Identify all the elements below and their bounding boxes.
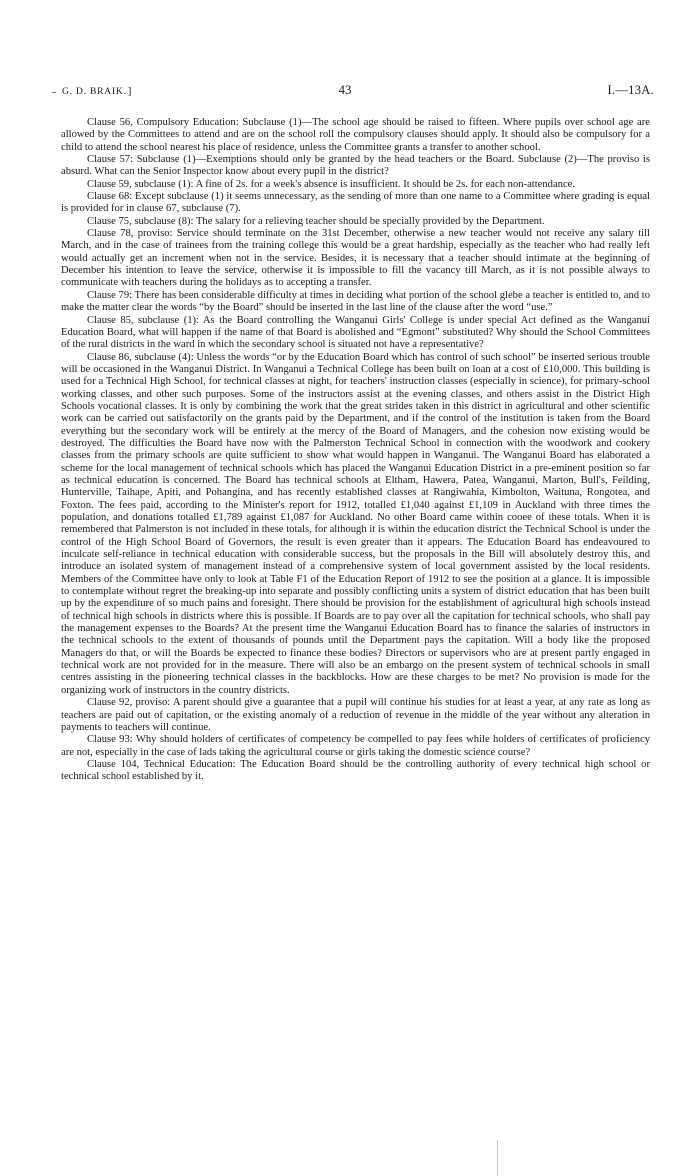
paragraph-clause-57: Clause 57: Subclause (1)—Exemptions should only be granted by the head teachers or the Board. Subclause (2)—The proviso is absurd. What can the Senior Inspector know about every pupil in the district? xyxy=(61,154,650,178)
paragraph-clause-92: Clause 92, proviso: A parent should give a guarantee that a pupil will continue his studies for at least a year, at any rate as long as teachers are paid out of capitation, or the existing anomaly of a reduction of revenue in the middle of the year without any alteration in payments to teachers will continue. xyxy=(61,697,650,733)
paragraph-clause-68: Clause 68: Except subclause (1) it seems unnecessary, as the sending of more than one name to a Committee where grading is equal is provided for in clause 67, subclause (7). xyxy=(61,191,650,215)
paragraph-clause-78: Clause 78, proviso: Service should terminate on the 31st December, otherwise a new teacher would not receive any salary till March, and in the case of trainees from the training college this would be a great hardship, especially as the teacher who had really left would actually get an increment when not in the service. Besides, it is necessary that a teacher should intimate at the beginning of December his intention to leave the service, otherwise it is impossible to fill the vacancy till March, as it is not possible always to communicate with teachers during the holidays as to accepting a transfer. xyxy=(61,228,650,289)
paragraph-clause-59: Clause 59, subclause (1): A fine of 2s. for a week's absence is insufficient. It should be 2s. for each non-attendance. xyxy=(87,178,575,190)
page-number: 43 xyxy=(338,82,352,97)
margin-tick-mark xyxy=(52,92,56,93)
paragraph-clause-56: Clause 56, Compulsory Education: Subclause (1)—The school age should be raised to fifteen. Where pupils over school age are allowed by the Committees to attend and are on the school roll the compulsory clauses should apply. It should also be compulsory for a child to attend the school nearest his place of residence, unless the Committee grants a transfer to another school. xyxy=(61,117,650,153)
paragraph-clause-93: Clause 93: Why should holders of certificates of competency be compelled to pay fees while holders of certificates of proficiency are not, especially in the case of lads taking the agricultural course or girls taking the domestic science course? xyxy=(61,734,650,758)
page-body xyxy=(61,117,650,784)
scan-fold-line xyxy=(497,1140,498,1176)
paragraph-clause-79: Clause 79: There has been considerable difficulty at times in deciding what portion of the school glebe a teacher is entitled to, and to make the matter clear the words “by the Board” should be inserted in the last line of the clause after the word “use.” xyxy=(61,289,650,314)
paragraph-clause-86: Clause 86, subclause (4): Unless the words “or by the Education Board which has control of such school” be inserted serious trouble will be occasioned in the Wanganui District. In Wanganui a Technical College has been built on loan at a cost of £10,000. This building is used for a Technical High School, for technical classes at night, for teachers' instruction classes (especially in science), for primary-school working classes, and other such purposes. Some of the instructors assist at the evening classes, and others assist in the District High Schools vocational classes. It is only by combining the work that the great strides taken in this district in agricultural and other scientific work can be carried out satisfactorily on the grants paid by the Department, and if the control of the institution is taken from the Board everything but the secondary work will be entirely at the mercy of the Board of Managers, and the cohesion now existing would be destroyed. The difficulties the Board have now with the Palmerston Technical School in connection with the woodwork and cookery classes from the primary schools are quite sufficient to show what would happen in Wanganui. The Wanganui Board has elaborated a scheme for the local management of technical schools which has placed the Wanganui Education District in a pre-eminent position so far as technical education is concerned. The Board has technical schools at Eltham, Hawera, Patea, Wanganui, Marton, Bull's, Feilding, Hunterville, Taihape, Apiti, and Pohangina, and has recently established classes at Rangiwahia, Kimbolton, Waituna, Rongotea, and Foxton. The fees paid, according to the Minister's report for 1912, totalled £1,040 against £1,109 in Auckland with three times the population, and donations totalled £1,789 against £1,087 for Auckland. No other Board came within cooee of these totals. When it is remembered that Palmerston is not included in these totals, for although it is within the education district the Technical School is under the control of the High School Board of Governors, the result is even greater than it appears. The Education Board has endeavoured to inculcate self-reliance in technical education with considerable success, but the proposals in the Bill will absolutely destroy this, and introduce an isolated system of management instead of a comprehensive system of local government assisted by the local residents. Members of the Committee have only to look at Table F1 of the Education Report of 1912 to see the position at a glance. It is impossible to contemplate without regret the breaking-up into separate and possibly conflicting units a system of district education that has been built up by the expenditure of so much pains and foresight. There should be provision for the establishment of agricultural high schools instead of technical high schools in districts where this is possible. If Boards are to pay over all the capitation for technical schools, who shall pay the management expenses to the Boards? At the present time the Wanganui Education Board has to finance the salaries of instructors in the technical schools to the extent of thousands of pounds until the Department pays the capitation. Will a body like the proposed Managers do that, or will the Boards be expected to finance these bodies? Directors or supervisors who are at present partly engaged in technical work are not provided for in the measure. There will also be an embargo on the present system of technical schools in small centres assisting in the pioneering technical classes in the backblocks. How are these charges to be met? No provision is made for the organizing work of instructors in the country districts. xyxy=(61,351,650,696)
paragraph-clause-85: Clause 85, subclause (1): As the Board controlling the Wanganui Girls' College is under special Act defined as the Wanganui Education Board, what will happen if the name of that Board is abolished and “Egmont” substituted? Why should the School Committees of the rural districts in the ward in which the secondary school is situated not have a representative? xyxy=(61,314,650,351)
paragraph-clause-104: Clause 104, Technical Education: The Education Board should be the controlling authority of every technical high school or technical school established by it. xyxy=(61,758,650,783)
paper-reference: I.—13A. xyxy=(607,83,654,97)
page-header xyxy=(62,82,654,102)
header-author: G. D. BRAIK.] xyxy=(62,85,133,97)
paragraph-clause-75: Clause 75, subclause (8): The salary for a relieving teacher should be specially provided by the Department. xyxy=(87,215,545,227)
